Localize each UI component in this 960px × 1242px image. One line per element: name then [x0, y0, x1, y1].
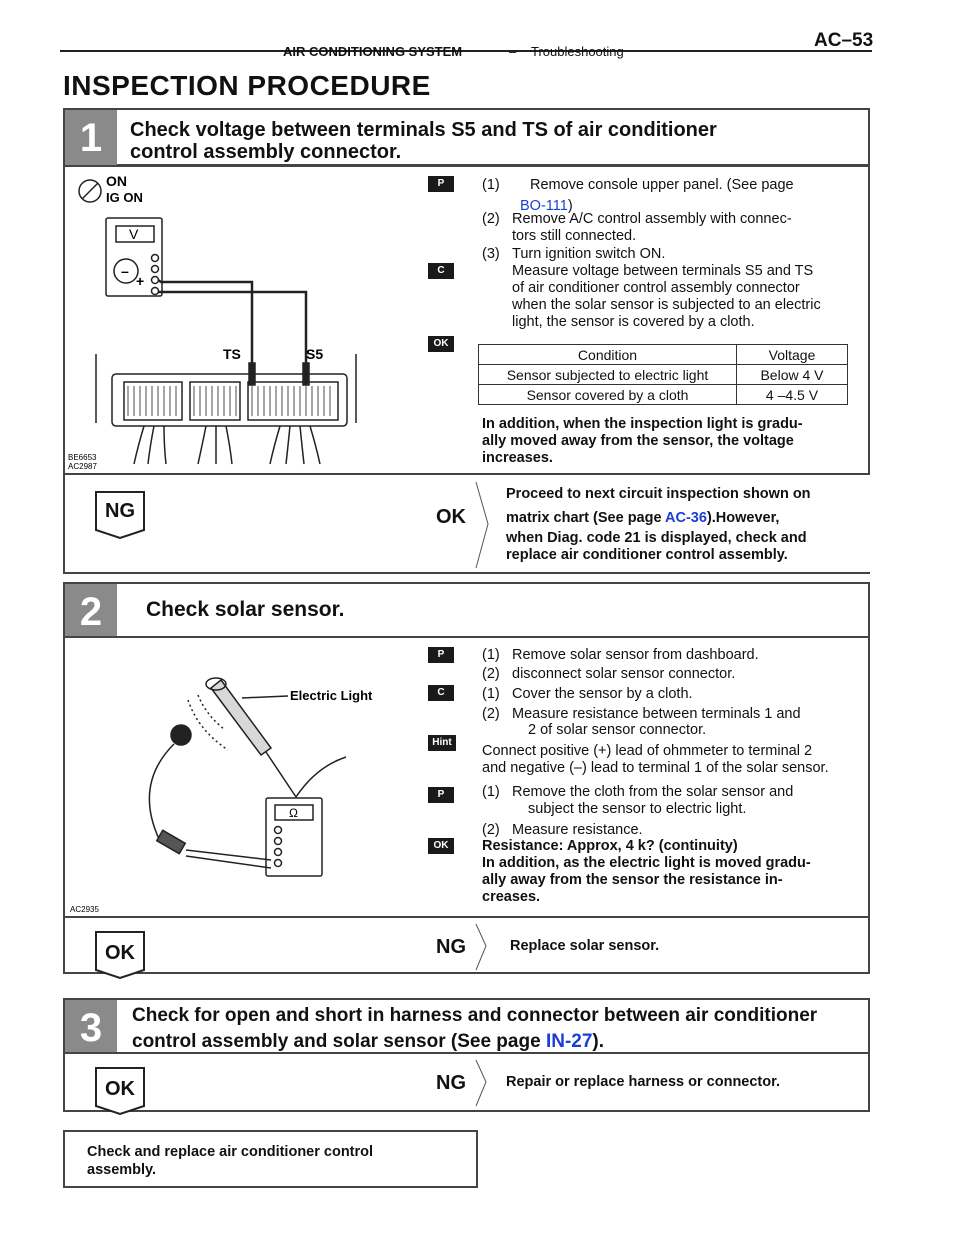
step1-tag-c: C: [428, 263, 454, 279]
step1-inst3-line5: light, the sensor is covered by a cloth.: [512, 314, 755, 330]
final-line1: Check and replace air conditioner control: [87, 1144, 374, 1160]
result2-row: [63, 916, 870, 974]
step1-s5-label: S5: [306, 346, 324, 362]
link-bo-111[interactable]: BO-111: [520, 198, 568, 214]
page-number: AC–53: [814, 30, 874, 51]
result3-text: Repair or replace harness or connector.: [506, 1074, 780, 1090]
step2-i3-num: (1): [482, 686, 500, 702]
result1-line1: Proceed to next circuit inspection shown on: [506, 486, 811, 502]
result2-ok-label: OK: [105, 942, 135, 964]
step2-tag-p2: P: [428, 787, 454, 803]
result2-ng-label: NG: [436, 936, 466, 958]
step1-number: 1: [65, 110, 117, 166]
result1-line3: when Diag. code 21 is displayed, check and: [506, 530, 807, 546]
step1-inst3-line3: of air conditioner control assembly connector: [512, 280, 800, 296]
table-header-condition: Condition: [479, 345, 737, 365]
page-title: INSPECTION PROCEDURE: [63, 70, 431, 101]
link-ac-36[interactable]: AC-36: [665, 510, 707, 526]
step1-meter-label: V: [129, 226, 139, 242]
step2-hint-line1: Connect positive (+) lead of ohmmeter to terminal 2: [482, 743, 813, 759]
result1-line2-pre: matrix chart (See page: [506, 510, 666, 526]
step1-meter-plus: +: [136, 273, 145, 289]
result1-ok-label: OK: [436, 506, 466, 528]
result2-arrow: [472, 922, 492, 972]
step2-ok-line2: In addition, as the electric light is moved gradu-: [482, 855, 811, 871]
table-row: [479, 385, 848, 405]
final-line2: assembly.: [87, 1162, 157, 1178]
step2-i5-num: (1): [482, 784, 500, 800]
step2-i2-num: (2): [482, 666, 500, 682]
result1-ng-label: NG: [105, 500, 135, 522]
step1-on-label: ON: [106, 173, 127, 189]
result3-ng-label: NG: [436, 1072, 466, 1094]
step1-diagram: [66, 168, 416, 473]
table-cell-condition: Sensor subjected to electric light: [479, 365, 737, 385]
step2-ok-line3: ally away from the sensor the resistance in-: [482, 872, 783, 888]
step1-note-line2: ally moved away from the sensor, the voltage: [482, 433, 794, 449]
header-section: AIR CONDITIONING SYSTEM: [283, 44, 463, 59]
header-dash: –: [509, 44, 517, 59]
step2-meter-label: Ω: [289, 806, 298, 820]
result3-ok-label: OK: [105, 1078, 135, 1100]
step3-line2-pre: control assembly and solar sensor (See page: [132, 1031, 546, 1052]
step1-tag-p: P: [428, 176, 454, 192]
table-cell-voltage: Below 4 V: [737, 365, 848, 385]
result2-text: Replace solar sensor.: [510, 938, 660, 954]
step1-inst3-num: (3): [482, 246, 500, 262]
step1-inst1-num: (1): [482, 177, 500, 193]
table-header-row: [479, 345, 848, 365]
step2-i4-line1: Measure resistance between terminals 1 and: [512, 706, 801, 722]
table-header-voltage: Voltage: [737, 345, 848, 365]
step2-tag-c: C: [428, 685, 454, 701]
step1-meter-minus: –: [121, 263, 129, 279]
step2-i6-num: (2): [482, 822, 500, 838]
link-in-27[interactable]: IN-27: [545, 1031, 593, 1052]
step2-i3: Cover the sensor by a cloth.: [512, 686, 693, 702]
result1-line2: [506, 508, 779, 528]
table-cell-voltage: 4 –4.5 V: [737, 385, 848, 405]
step2-ok-line4: creases.: [482, 889, 541, 905]
header-subsection: Troubleshooting: [531, 44, 624, 59]
step2-i5-line2: subject the sensor to electric light.: [528, 801, 747, 817]
step2-tag-hint: Hint: [428, 735, 456, 751]
step1-title-line1: Check voltage between terminals S5 and TS of air conditioner: [130, 119, 717, 141]
step2-i1: Remove solar sensor from dashboard.: [512, 647, 759, 663]
result3-arrow: [472, 1058, 492, 1108]
result1-line2-post: ).However,: [706, 510, 780, 526]
step3-number: 3: [65, 1000, 117, 1052]
step1-note-line3: increases.: [482, 450, 553, 466]
step1-note-line1: In addition, when the inspection light is gradu-: [482, 416, 803, 432]
step2-i4-line2: 2 of solar sensor connector.: [528, 722, 707, 738]
step2-i1-num: (1): [482, 647, 500, 663]
step2-i6: Measure resistance.: [512, 822, 643, 838]
step1-inst3-line2: Measure voltage between terminals S5 and TS: [512, 263, 814, 279]
step2-tag-ok: OK: [428, 838, 454, 854]
table-row: [479, 365, 848, 385]
result1-arrow: [472, 480, 492, 570]
header-rule: [60, 50, 872, 52]
step1-inst2-num: (2): [482, 211, 500, 227]
step1-ig-label: IG ON: [106, 190, 143, 205]
step2-title: Check solar sensor.: [146, 598, 345, 621]
step2-i5-line1: Remove the cloth from the solar sensor and: [512, 784, 794, 800]
step2-tag-p: P: [428, 647, 454, 663]
step1-inst3-line1: Turn ignition switch ON.: [512, 246, 666, 262]
step1-code1: BE6653: [68, 453, 97, 462]
step2-i2: disconnect solar sensor connector.: [512, 666, 736, 682]
voltage-condition-table: [478, 344, 848, 405]
result1-line4: replace air conditioner control assembly.: [506, 547, 788, 563]
step2-hint-line2: and negative (–) lead to terminal 1 of the solar sensor.: [482, 760, 829, 776]
step1-tag-ok: OK: [428, 336, 454, 352]
step2-diagram: [66, 640, 416, 915]
step1-inst3-line4: when the solar sensor is subjected to an electric: [512, 297, 821, 313]
step1-ts-label: TS: [223, 346, 241, 362]
step1-inst1-text: Remove console upper panel. (See page: [530, 177, 794, 193]
step2-code: AC2935: [70, 905, 99, 914]
step1-inst2-line2: tors still connected.: [512, 228, 637, 244]
step3-line1: Check for open and short in harness and connector between air conditioner: [132, 1005, 818, 1026]
step1-inst1-end: ): [567, 198, 573, 214]
step1-title-line2: control assembly connector.: [130, 141, 402, 163]
step1-code2: AC2987: [68, 462, 97, 471]
step3-line2: [132, 1030, 604, 1054]
table-cell-condition: Sensor covered by a cloth: [479, 385, 737, 405]
step3-line2-post: ).: [592, 1031, 605, 1052]
step2-i4-num: (2): [482, 706, 500, 722]
step1-inst2-line1: Remove A/C control assembly with connec-: [512, 211, 792, 227]
step2-light-label: Electric Light: [290, 688, 373, 703]
step2-number: 2: [65, 584, 117, 636]
step2-ok-line1: Resistance: Approx, 4 k? (continuity): [482, 838, 738, 854]
